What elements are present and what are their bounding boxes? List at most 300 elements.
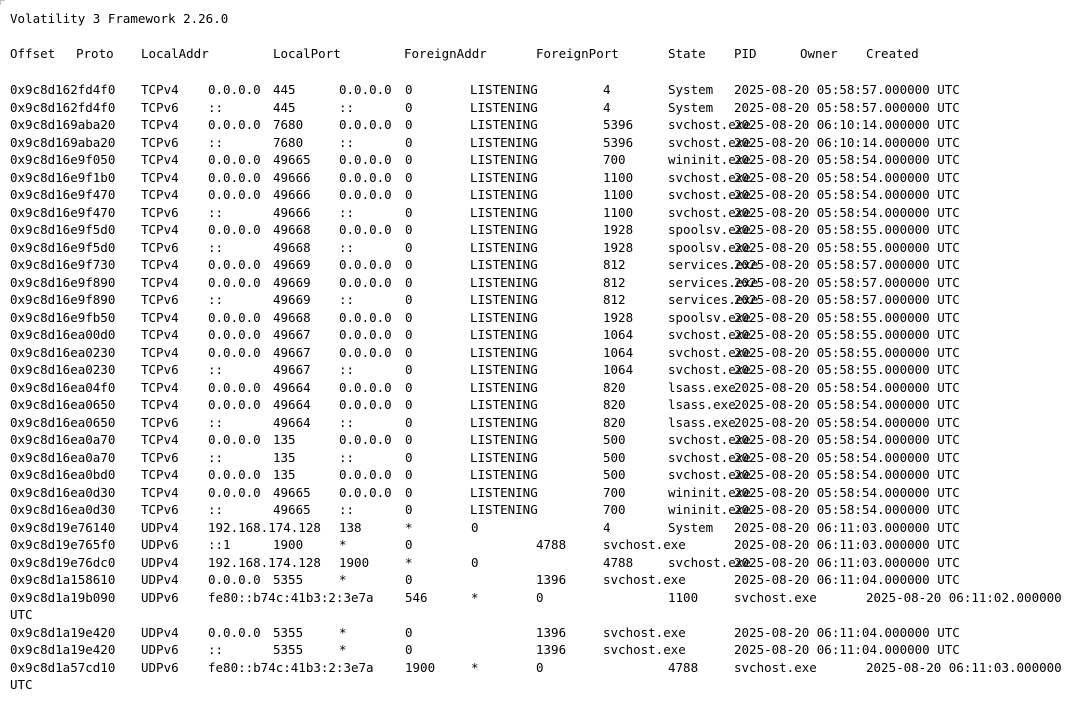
cell-local-port: 49666 — [273, 169, 311, 185]
cell-foreign-port: 0 — [405, 117, 413, 132]
cell-local-port: 49668 — [273, 309, 311, 325]
cell-pid: 820 — [603, 397, 626, 412]
cell-owner: svchost.exe — [603, 537, 686, 552]
cell-local-addr: :: — [208, 134, 224, 150]
cell-foreign-port: 0 — [405, 572, 413, 587]
cell-local-port: 49665 — [273, 484, 311, 500]
cell-local-addr: 0.0.0.0 — [208, 169, 261, 185]
cell-owner: services.exe — [668, 292, 759, 307]
cell-owner: svchost.exe — [668, 134, 751, 150]
cell-created: 2025-08-20 06:11:04.000000 UTC — [734, 572, 960, 587]
cell-offset: 0x9c8d16ea04f0 — [10, 379, 116, 395]
cell-local-port: 49668 — [273, 239, 311, 255]
cell-owner: svchost.exe — [668, 432, 751, 447]
table-header — [10, 45, 1090, 63]
cell-local-port: 5355 — [273, 624, 304, 640]
cell-state: LISTENING — [470, 187, 538, 202]
cell-state: LISTENING — [470, 327, 538, 342]
cell-local-port: 49667 — [273, 344, 311, 360]
table-row — [10, 449, 1090, 467]
cell-foreign-addr: 0.0.0.0 — [339, 467, 392, 482]
cell-proto: TCPv4 — [141, 484, 179, 500]
cell-foreign-addr: 0.0.0.0 — [339, 274, 392, 290]
cell-pid: 500 — [603, 432, 626, 447]
cell-pid: 820 — [603, 379, 626, 395]
header-state: State — [668, 46, 706, 61]
cell-local-addr: 0.0.0.0 — [208, 274, 261, 290]
cell-created: 2025-08-20 05:58:54.000000 UTC — [734, 397, 960, 412]
cell-foreign-port: 0 — [405, 327, 413, 342]
cell-owner: svchost.exe — [668, 362, 751, 377]
cell-local-port: 49667 — [273, 362, 311, 377]
cell-owner: services.exe — [668, 274, 759, 290]
cell-offset: 0x9c8d16e9f470 — [10, 204, 116, 220]
cell-foreign-port: 0 — [405, 484, 413, 500]
cell-proto: TCPv4 — [141, 152, 179, 167]
cell-local-addr: 0.0.0.0 — [208, 484, 261, 500]
table-row — [10, 186, 1090, 204]
cell-offset: 0x9c8d162fd4f0 — [10, 82, 116, 97]
wrapped-line: UTC — [10, 677, 33, 692]
cell-foreign-addr: :: — [339, 134, 355, 150]
cell-offset: 0x9c8d1a158610 — [10, 572, 116, 587]
cell-foreign-port: 0 — [405, 624, 413, 640]
table-row — [10, 396, 1090, 414]
cell-proto: TCPv6 — [141, 134, 179, 150]
cell-proto: TCPv4 — [141, 82, 179, 97]
cell-created: 2025-08-20 05:58:54.000000 UTC — [734, 152, 960, 167]
cell-local-port: 1900 — [339, 554, 370, 570]
cell-local-addr: 0.0.0.0 — [208, 117, 261, 132]
table-row — [10, 379, 1090, 397]
cell-offset: 0x9c8d16e9f470 — [10, 187, 116, 202]
cell-offset: 0x9c8d162fd4f0 — [10, 99, 116, 115]
cell-owner: svchost.exe — [668, 554, 751, 570]
cell-foreign-port: 0 — [405, 257, 413, 272]
cell-owner: svchost.exe — [668, 117, 751, 132]
cell-local-addr: :: — [208, 99, 224, 115]
cell-proto: TCPv4 — [141, 257, 179, 272]
cell-created: 2025-08-20 05:58:55.000000 UTC — [734, 309, 960, 325]
cell-offset: 0x9c8d16ea0650 — [10, 397, 116, 412]
cell-pid: 4 — [603, 99, 611, 115]
cell-foreign-addr: 0.0.0.0 — [339, 397, 392, 412]
cell-offset: 0x9c8d16e9f050 — [10, 152, 116, 167]
cell-foreign-port: 0 — [405, 204, 413, 220]
cell-created: 2025-08-20 05:58:55.000000 UTC — [734, 239, 960, 255]
cell-foreign-addr: 0.0.0.0 — [339, 379, 392, 395]
table-row — [10, 239, 1090, 257]
cell-owner: svchost.exe — [668, 204, 751, 220]
cell-state: LISTENING — [470, 344, 538, 360]
cell-pid: 500 — [603, 467, 626, 482]
cell-state: LISTENING — [470, 169, 538, 185]
cell-local-addr: 0.0.0.0 — [208, 467, 261, 482]
cell-state: LISTENING — [470, 502, 538, 517]
cell-foreign-addr: * — [471, 659, 479, 675]
cell-proto: TCPv4 — [141, 344, 179, 360]
cell-state: LISTENING — [470, 134, 538, 150]
cell-foreign-addr: * — [339, 624, 347, 640]
cell-owner: svchost.exe — [668, 467, 751, 482]
cell-owner: svchost.exe — [668, 327, 751, 342]
cell-pid: 1396 — [536, 572, 567, 587]
cell-foreign-addr: 0.0.0.0 — [339, 344, 392, 360]
cell-created: 2025-08-20 05:58:54.000000 UTC — [734, 204, 960, 220]
cell-local-addr: 192.168.174.128 — [208, 554, 321, 570]
cell-owner: spoolsv.exe — [668, 309, 751, 325]
cell-owner: wininit.exe — [668, 502, 751, 517]
cell-state: LISTENING — [470, 99, 538, 115]
cell-offset: 0x9c8d1a19e420 — [10, 642, 116, 657]
cell-foreign-port: 0 — [405, 169, 413, 185]
cell-pid: 4788 — [536, 537, 567, 552]
cell-proto: TCPv4 — [141, 432, 179, 447]
cell-local-port: 445 — [273, 82, 296, 97]
cell-offset: 0x9c8d16e9f730 — [10, 257, 116, 272]
cell-foreign-addr: 0.0.0.0 — [339, 117, 392, 132]
cell-offset: 0x9c8d1a19e420 — [10, 624, 116, 640]
cell-foreign-port: 0 — [405, 449, 413, 465]
cell-proto: UDPv4 — [141, 624, 179, 640]
cell-local-port: 49666 — [273, 204, 311, 220]
cell-pid: 1396 — [536, 642, 567, 657]
cell-owner: spoolsv.exe — [668, 222, 751, 237]
header-foreignaddr: ForeignAddr — [404, 46, 487, 61]
table-row — [10, 99, 1090, 117]
cell-local-port: 5355 — [273, 572, 304, 587]
cell-state: LISTENING — [470, 432, 538, 447]
cell-foreign-port: 0 — [405, 152, 413, 167]
table-row — [10, 589, 1090, 607]
cell-created: 2025-08-20 05:58:57.000000 UTC — [734, 274, 960, 290]
cell-foreign-port: 0 — [405, 414, 413, 430]
table-row — [10, 536, 1090, 554]
cell-pid: 1100 — [668, 589, 699, 605]
cell-state: LISTENING — [470, 239, 538, 255]
cell-pid: 1100 — [603, 169, 634, 185]
cell-local-addr: :: — [208, 362, 224, 377]
cell-local-port: 135 — [273, 432, 296, 447]
cell-proto: TCPv4 — [141, 274, 179, 290]
cell-foreign-addr: 0.0.0.0 — [339, 152, 392, 167]
table-row — [10, 291, 1090, 309]
cell-offset: 0x9c8d1a57cd10 — [10, 659, 116, 675]
cell-pid: 4788 — [668, 659, 699, 675]
table-row — [10, 274, 1090, 292]
cell-foreign-addr: :: — [339, 414, 355, 430]
cell-local-addr: 0.0.0.0 — [208, 327, 261, 342]
cell-local-port: 49669 — [273, 274, 311, 290]
cell-pid: 700 — [603, 502, 626, 517]
cell-proto: TCPv4 — [141, 309, 179, 325]
table-row — [10, 344, 1090, 362]
cell-foreign-addr: 0.0.0.0 — [339, 309, 392, 325]
cell-pid: 4 — [603, 82, 611, 97]
cell-proto: TCPv6 — [141, 99, 179, 115]
cell-owner: svchost.exe — [734, 589, 817, 605]
cell-local-port: 49665 — [273, 502, 311, 517]
table-row — [10, 484, 1090, 502]
table-row — [10, 466, 1090, 484]
cell-foreign-addr: * — [339, 642, 347, 657]
cell-created: 2025-08-20 06:11:03.000000 UTC — [734, 537, 960, 552]
cell-created: 2025-08-20 05:58:55.000000 UTC — [734, 344, 960, 360]
cell-local-addr: 0.0.0.0 — [208, 379, 261, 395]
cell-foreign-port: 0 — [405, 222, 413, 237]
cell-proto: TCPv4 — [141, 379, 179, 395]
cell-foreign-port: 0 — [536, 589, 544, 605]
cell-local-addr: 0.0.0.0 — [208, 432, 261, 447]
cell-local-port: 138 — [339, 519, 362, 535]
cell-local-port: 49664 — [273, 414, 311, 430]
cell-created: 2025-08-20 05:58:57.000000 UTC — [734, 292, 960, 307]
cell-foreign-port: 0 — [405, 379, 413, 395]
cell-state: LISTENING — [470, 117, 538, 132]
cell-foreign-port: 0 — [405, 432, 413, 447]
cell-proto: TCPv4 — [141, 187, 179, 202]
cell-offset: 0x9c8d16e9f5d0 — [10, 222, 116, 237]
table-row — [10, 519, 1090, 537]
cell-proto: TCPv6 — [141, 204, 179, 220]
table-row — [10, 151, 1090, 169]
cell-local-addr: :: — [208, 204, 224, 220]
cell-foreign-addr: * — [339, 537, 347, 552]
cell-local-port: 49665 — [273, 152, 311, 167]
cell-local-port: 7680 — [273, 134, 304, 150]
cell-foreign-addr: 0.0.0.0 — [339, 169, 392, 185]
cell-local-addr: :: — [208, 642, 224, 657]
cell-local-addr: fe80::b74c:41b3:2:3e7a — [208, 659, 374, 675]
cell-pid: 1064 — [603, 362, 634, 377]
cell-pid: 1100 — [603, 187, 634, 202]
cell-owner: wininit.exe — [668, 152, 751, 167]
cell-local-addr: :: — [208, 449, 224, 465]
cell-state: LISTENING — [470, 292, 538, 307]
header-proto: Proto — [76, 46, 114, 61]
cell-owner: svchost.exe — [603, 572, 686, 587]
table-row — [10, 204, 1090, 222]
cell-foreign-port: 0 — [405, 187, 413, 202]
cell-foreign-port: 0 — [405, 397, 413, 412]
cell-foreign-addr: :: — [339, 99, 355, 115]
cell-pid: 5396 — [603, 117, 634, 132]
cell-state: LISTENING — [470, 484, 538, 500]
cell-created: 2025-08-20 05:58:55.000000 UTC — [734, 327, 960, 342]
cell-pid: 1928 — [603, 239, 634, 255]
table-row — [10, 309, 1090, 327]
cell-foreign-port: 0 — [405, 642, 413, 657]
cell-state: LISTENING — [470, 204, 538, 220]
cell-owner: wininit.exe — [668, 484, 751, 500]
cell-state: LISTENING — [470, 379, 538, 395]
cell-foreign-port: 0 — [405, 134, 413, 150]
cell-pid: 820 — [603, 414, 626, 430]
cell-created: 2025-08-20 05:58:55.000000 UTC — [734, 222, 960, 237]
cell-proto: TCPv6 — [141, 449, 179, 465]
cell-local-port: 1900 — [273, 537, 304, 552]
table-row — [10, 81, 1090, 99]
cell-pid: 5396 — [603, 134, 634, 150]
cell-proto: TCPv4 — [141, 467, 179, 482]
cell-proto: TCPv6 — [141, 292, 179, 307]
cell-local-port: 49667 — [273, 327, 311, 342]
cell-created: 2025-08-20 06:11:04.000000 UTC — [734, 642, 960, 657]
cell-foreign-port: 0 — [405, 362, 413, 377]
table-row — [10, 221, 1090, 239]
cell-local-port: 135 — [273, 449, 296, 465]
cell-foreign-port: 0 — [471, 519, 479, 535]
table-row — [10, 571, 1090, 589]
cell-foreign-addr: 0.0.0.0 — [339, 432, 392, 447]
cell-proto: TCPv6 — [141, 239, 179, 255]
cell-offset: 0x9c8d16ea0650 — [10, 414, 116, 430]
cell-offset: 0x9c8d19e765f0 — [10, 537, 116, 552]
cell-pid: 4788 — [603, 554, 634, 570]
cell-local-addr: 0.0.0.0 — [208, 222, 261, 237]
cell-pid: 1396 — [536, 624, 567, 640]
cell-proto: UDPv4 — [141, 572, 179, 587]
cell-offset: 0x9c8d16ea00d0 — [10, 327, 116, 342]
cell-local-addr: 0.0.0.0 — [208, 257, 261, 272]
cell-foreign-addr: 0.0.0.0 — [339, 187, 392, 202]
cell-state: LISTENING — [470, 82, 538, 97]
cell-state: LISTENING — [470, 257, 538, 272]
cell-pid: 1100 — [603, 204, 634, 220]
cell-proto: TCPv4 — [141, 222, 179, 237]
cell-local-addr: 0.0.0.0 — [208, 152, 261, 167]
cell-local-port: 49668 — [273, 222, 311, 237]
table-row — [10, 501, 1090, 519]
cell-proto: UDPv6 — [141, 659, 179, 675]
cell-created: 2025-08-20 06:10:14.000000 UTC — [734, 134, 960, 150]
cell-state: LISTENING — [470, 414, 538, 430]
cell-owner: lsass.exe — [668, 397, 736, 412]
cell-proto: TCPv4 — [141, 169, 179, 185]
header-pid: PID — [734, 46, 757, 61]
cell-local-addr: 0.0.0.0 — [208, 82, 261, 97]
cell-offset: 0x9c8d16e9fb50 — [10, 309, 116, 325]
cell-proto: TCPv6 — [141, 502, 179, 517]
cell-created: 2025-08-20 05:58:57.000000 UTC — [734, 257, 960, 272]
cell-state: LISTENING — [470, 467, 538, 482]
cell-created: 2025-08-20 05:58:54.000000 UTC — [734, 467, 960, 482]
cell-offset: 0x9c8d16e9f890 — [10, 274, 116, 290]
cell-foreign-addr: :: — [339, 292, 355, 307]
cell-offset: 0x9c8d16ea0a70 — [10, 449, 116, 465]
table-row — [10, 431, 1090, 449]
cell-state: LISTENING — [470, 309, 538, 325]
cell-proto: TCPv4 — [141, 397, 179, 412]
header-created: Created — [866, 46, 919, 61]
header-owner: Owner — [800, 46, 838, 61]
cell-owner: services.exe — [668, 257, 759, 272]
cell-state: LISTENING — [470, 152, 538, 167]
cell-local-addr: 0.0.0.0 — [208, 624, 261, 640]
cell-proto: UDPv4 — [141, 554, 179, 570]
cell-offset: 0x9c8d16ea0d30 — [10, 502, 116, 517]
cell-foreign-port: 0 — [405, 292, 413, 307]
cell-owner: svchost.exe — [668, 344, 751, 360]
cell-local-port: 546 — [405, 589, 428, 605]
table-row — [10, 641, 1090, 659]
cell-offset: 0x9c8d16ea0bd0 — [10, 467, 116, 482]
cell-foreign-addr: :: — [339, 502, 355, 517]
cell-offset: 0x9c8d169aba20 — [10, 134, 116, 150]
cell-created: 2025-08-20 05:58:54.000000 UTC — [734, 379, 960, 395]
cell-created: 2025-08-20 05:58:54.000000 UTC — [734, 484, 960, 500]
cell-created: 2025-08-20 05:58:54.000000 UTC — [734, 414, 960, 430]
cell-state: LISTENING — [470, 449, 538, 465]
cell-owner: svchost.exe — [603, 624, 686, 640]
cell-local-addr: 192.168.174.128 — [208, 519, 321, 535]
cell-created: 2025-08-20 06:11:04.000000 UTC — [734, 624, 960, 640]
header-localaddr: LocalAddr — [141, 46, 209, 61]
cell-created: 2025-08-20 05:58:55.000000 UTC — [734, 362, 960, 377]
cell-owner: System — [668, 519, 714, 535]
window-corner — [0, 0, 5, 5]
cell-foreign-addr: :: — [339, 449, 355, 465]
cell-foreign-addr: 0.0.0.0 — [339, 257, 392, 272]
cell-state: LISTENING — [470, 274, 538, 290]
table-row — [10, 256, 1090, 274]
cell-local-port: 7680 — [273, 117, 304, 132]
cell-foreign-addr: 0.0.0.0 — [339, 484, 392, 500]
cell-local-addr: 0.0.0.0 — [208, 187, 261, 202]
cell-owner: svchost.exe — [668, 187, 751, 202]
cell-local-port: 49669 — [273, 257, 311, 272]
cell-owner: System — [668, 82, 714, 97]
framework-title: Volatility 3 Framework 2.26.0 — [10, 11, 229, 26]
cell-local-addr: 0.0.0.0 — [208, 572, 261, 587]
cell-created: 2025-08-20 06:10:14.000000 UTC — [734, 117, 960, 132]
cell-created: 2025-08-20 05:58:54.000000 UTC — [734, 432, 960, 447]
cell-foreign-addr: :: — [339, 239, 355, 255]
cell-pid: 1064 — [603, 327, 634, 342]
header-localport: LocalPort — [273, 46, 341, 61]
cell-local-port: 1900 — [405, 659, 436, 675]
header-foreignport: ForeignPort — [536, 46, 619, 61]
cell-local-addr: :: — [208, 292, 224, 307]
table-row — [10, 326, 1090, 344]
cell-offset: 0x9c8d16ea0230 — [10, 344, 116, 360]
table-row — [10, 361, 1090, 379]
table-row — [10, 169, 1090, 187]
cell-proto: TCPv6 — [141, 414, 179, 430]
cell-foreign-addr: 0.0.0.0 — [339, 82, 392, 97]
cell-offset: 0x9c8d19e76dc0 — [10, 554, 116, 570]
cell-state: LISTENING — [470, 397, 538, 412]
wrapped-line: UTC — [10, 607, 33, 622]
cell-foreign-port: 0 — [405, 239, 413, 255]
cell-pid: 812 — [603, 274, 626, 290]
cell-offset: 0x9c8d16e9f1b0 — [10, 169, 116, 185]
table-row — [10, 554, 1090, 572]
cell-local-port: 49669 — [273, 292, 311, 307]
cell-owner: svchost.exe — [668, 169, 751, 185]
cell-created: 2025-08-20 05:58:54.000000 UTC — [734, 449, 960, 465]
cell-owner: lsass.exe — [668, 379, 736, 395]
cell-local-port: 445 — [273, 99, 296, 115]
table-row — [10, 116, 1090, 134]
cell-local-port: 49664 — [273, 397, 311, 412]
cell-created: 2025-08-20 05:58:57.000000 UTC — [734, 99, 960, 115]
cell-pid: 500 — [603, 449, 626, 465]
cell-offset: 0x9c8d1a19b090 — [10, 589, 116, 605]
cell-local-addr: :: — [208, 414, 224, 430]
cell-foreign-port: 0 — [405, 99, 413, 115]
table-row — [10, 624, 1090, 642]
